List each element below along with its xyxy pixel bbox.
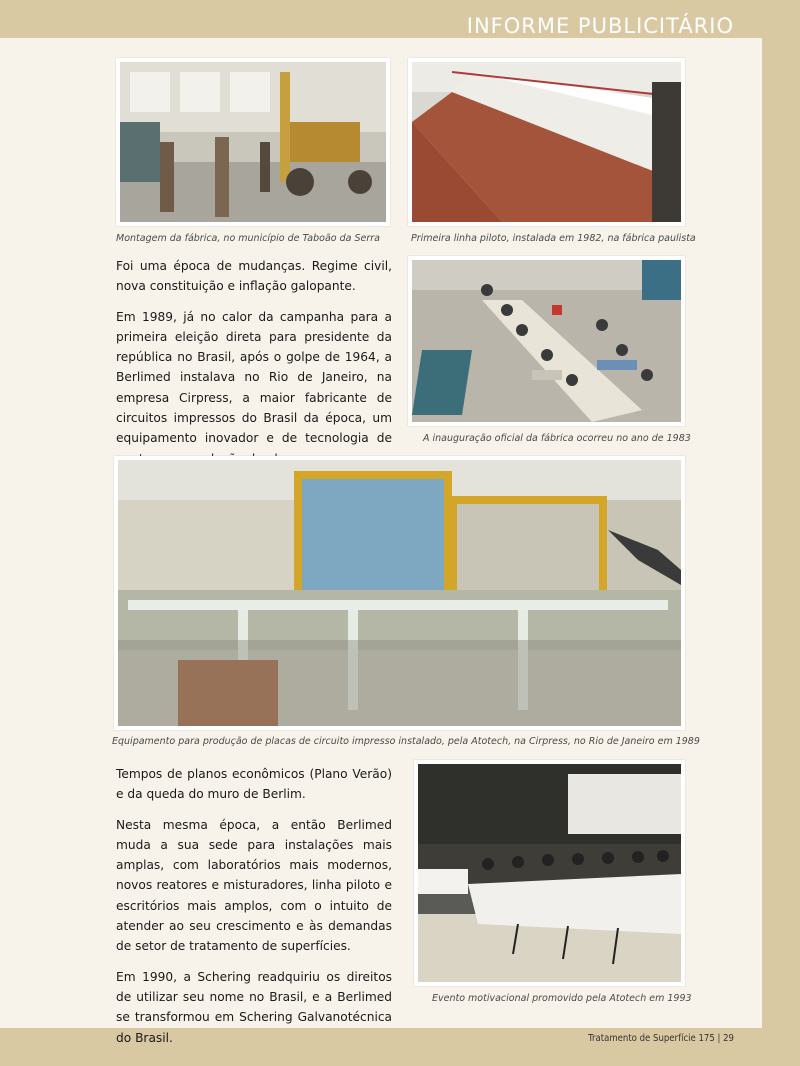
caption-factory-assembly: Montagem da fábrica, no município de Taboão da Serra <box>116 233 380 244</box>
paragraph: Nesta mesma época, a então Berlimed muda a sua sede para instalações mais amplas, com laboratórios mais modernos, novos reatores e misturadores, linha piloto e escritórios mais amplos, com o intuito de atender ao seu crescimento e às demandas de setor de tratamento de superfícies. <box>116 817 392 954</box>
caption-equipment: Equipamento para produção de placas de circuito impresso instalado, pela Atotech, na Cirpress, no Rio de Janeiro em 1989 <box>112 736 700 747</box>
header-label: INFORME PUBLICITÁRIO <box>466 14 734 38</box>
photo-pilot-line <box>408 58 685 226</box>
paragraph: Tempos de planos econômicos (Plano Verão) e da queda do muro de Berlim. <box>116 767 392 802</box>
caption-event: Evento motivacional promovido pela Atotech em 1993 <box>432 993 692 1004</box>
photo-inauguration <box>408 256 685 426</box>
caption-pilot-line: Primeira linha piloto, instalada em 1982, na fábrica paulista <box>411 233 696 244</box>
paragraph: Em 1989, já no calor da campanha para a primeira eleição direta para presidente da república no Brasil, após o golpe de 1964, a Berlimed instalava no Rio de Janeiro, na empresa Cirpress, a maior fabricante de circuitos impressos do Brasil da época, um equipamento inovador e de tecnologia de <box>116 309 392 446</box>
photo-equipment <box>114 456 685 730</box>
photo-factory-assembly <box>116 58 390 226</box>
photo-event <box>414 760 685 986</box>
text-block-top <box>116 256 392 479</box>
footer-page-info: Tratamento de Superfície 175 | 29 <box>588 1033 734 1044</box>
text-block-bottom <box>116 764 392 1058</box>
paragraph: Foi uma época de mudanças. Regime civil, nova constituição e inflação galopante. <box>116 259 392 294</box>
paragraph: Em 1990, a Schering readquiriu os direitos de utilizar seu nome no Brasil, e a Berlimed se transformou em Schering Galvanotécnica do Brasil. <box>116 969 392 1045</box>
caption-inauguration: A inauguração oficial da fábrica ocorreu no ano de 1983 <box>423 433 691 444</box>
